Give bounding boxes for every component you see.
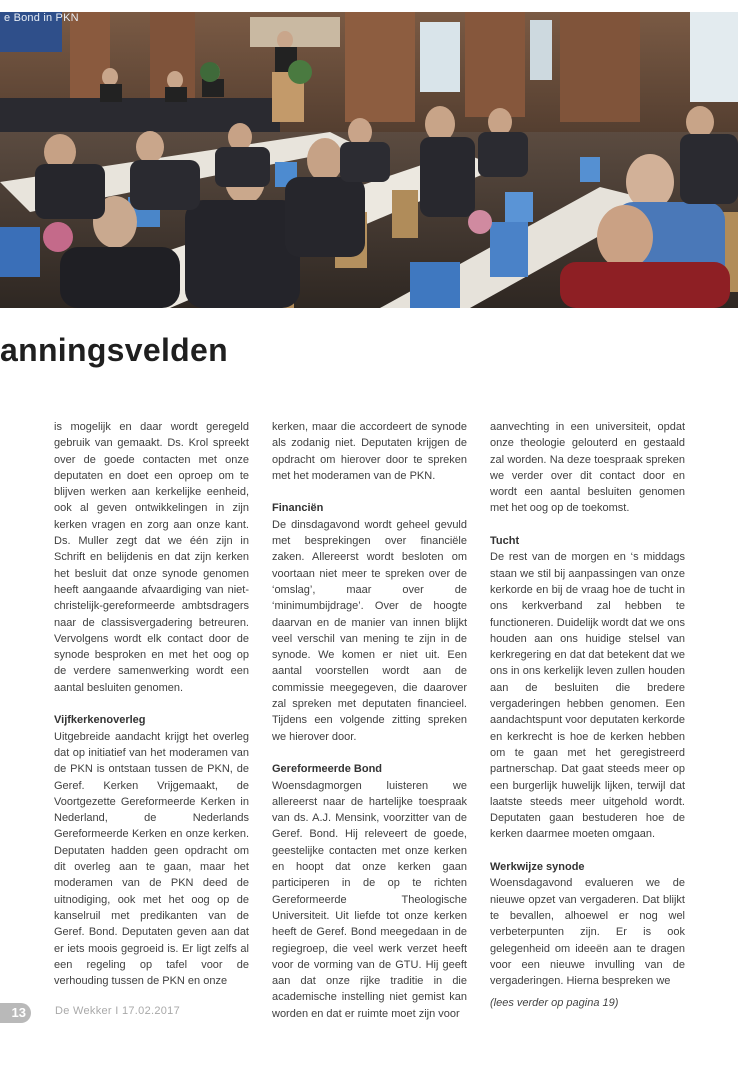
paragraph-gap <box>490 843 685 859</box>
body-paragraph: De rest van de morgen en ‘s middags staan we stil bij aanpassingen van onze kerkorde en bij de vraag hoe de tucht in ons kerkverband zal hebben te functioneren. Duidelijk wordt dat we ons houden aan ons huidige stelsel van kerkregering en dat dat betekent dat we ons in ons kerkelijk leven zullen houden aan de besluiten die bredere vergaderingen hebben genomen. Een aandachtspunt voor deputaten kerkorde en kerkrecht is hoe de kerken hebben om te gaan met het geregistreerd partnerschap. Dat gaat steeds meer op een burgerlijk huwelijk lijken, terwijl dat laatste steeds meer uitgehold wordt. Deputaten gaan bestuderen hoe de kerken daarmee moeten omgaan. <box>490 551 685 841</box>
section-heading: Vijfkerkenoverleg <box>54 714 146 727</box>
section-heading: Financiën <box>272 502 324 515</box>
paragraph-gap <box>490 517 685 533</box>
continued-note: (lees verder op pagina 19) <box>490 997 619 1009</box>
text-column-3 <box>490 419 685 989</box>
body-paragraph: kerken, maar die accordeert de synode als zodanig niet. Deputaten krijgen de opdracht om hierover door te spreken met het moderamen van de PKN. <box>272 421 467 482</box>
paragraph-gap <box>54 696 249 712</box>
text-column-1 <box>54 419 249 989</box>
body-paragraph: Uitgebreide aandacht krijgt het overleg dat op initiatief van het moderamen van de PKN is ontstaan tussen de PKN, de Geref. Kerken Vrijgemaakt, de Voortgezette Gereformeerde Kerken in Nederland, de Nederlands Gereformeerde Kerken en onze kerken. Deputaten hadden geen opdracht om dit overleg aan te gaan, maar het moderamen van de PKN deed de uitnodiging, ook met het oog op de kanselruil met predikanten van de Geref. Bond. Deputaten geven aan dat er iets moois gegroeid is. Er ligt zelfs al een regeling op tafel voor de verhouding tussen de PKN en onze <box>54 730 249 988</box>
body-paragraph: De dinsdagavond wordt geheel gevuld met besprekingen over financiële zaken. Allereerst wordt besloten om voortaan niet meer te spreken over de ‘omslag’, maar over de ‘minimumbijdrage’. Over de hoogte daarvan en de manier van innen blijkt veel verschil van mening te zijn in de synode. We komen er niet uit. Een aantal voorstellen wordt aan de commissie meegegeven, die daarover zal spreken met deputaten financieel. Tijdens een volgende zitting spreken we hierover door. <box>272 518 467 743</box>
photo-illustration <box>0 12 738 308</box>
text-column-2 <box>272 419 467 1022</box>
body-paragraph: is mogelijk en daar wordt geregeld gebruik van gemaakt. Ds. Krol spreekt over de goede contacten met onze deputaten en doet een oproep om te blijven werken aan kerkelijke eenheid, ook al geven ontwikkelingen in zijn kerken vragen en zorg aan onze kant. Ds. Muller zegt dat we één zijn in Schrift en belijdenis en dat zijn kerken het besluit dat onze synode genomen heeft aangaande afvaardiging van niet-christelijk-gereformeerde ambtsdragers naar de classisvergadering betreuren. Vervolgens wordt elk contact door de synode besproken en met het oog op de verdere samenwerking wordt een aantal besluiten genomen. <box>54 421 249 694</box>
publication-footer: De Wekker I 17.02.2017 <box>55 1005 181 1017</box>
paragraph-gap <box>272 745 467 761</box>
section-heading: Gereformeerde Bond <box>272 763 383 776</box>
page-number-badge: 13 <box>0 1003 31 1023</box>
body-paragraph: aanvechting in een universiteit, opdat onze theologie gelouterd en gestaald zal worden. Na deze toespraak spreken we verder over dit contact door en wordt een aantal besluiten genomen met het oog op de toekomst. <box>490 421 685 515</box>
section-heading: Werkwijze synode <box>490 861 585 874</box>
section-heading: Tucht <box>490 535 520 548</box>
synod-meeting-photo <box>0 12 738 308</box>
body-paragraph: Woensdagavond evalueren we de nieuwe opzet van vergaderen. Dat blijkt te bevallen, alhoewel er nog wel verbeterpunten zijn. Er is ook gelegenheid om ideeën aan te dragen voor een nieuwe invulling van de vergaderingen. Hierna bespreken we <box>490 877 685 988</box>
banner-text: e Bond in PKN <box>4 12 79 24</box>
paragraph-gap <box>272 484 467 500</box>
body-paragraph: Woensdagmorgen luisteren we allereerst naar de hartelijke toespraak van ds. A.J. Mensink, voorzitter van de Geref. Bond. Hij releveert de goede, geestelijke contacten met onze kerken en hoopt dat onze kerken gaan participeren in de op te richten Gereformeerde Theologische Universiteit. Uit liefde tot onze kerken heeft de Geref. Bond meegedaan in de regiegroep, die veel werk verzet heeft voor de vorming van de GTU. Hij geeft aan dat onze rijke traditie in die academische instelling niet gemist kan worden en dat er ruimte moet zijn voor <box>272 779 467 1020</box>
article-headline: anningsvelden <box>0 332 228 368</box>
